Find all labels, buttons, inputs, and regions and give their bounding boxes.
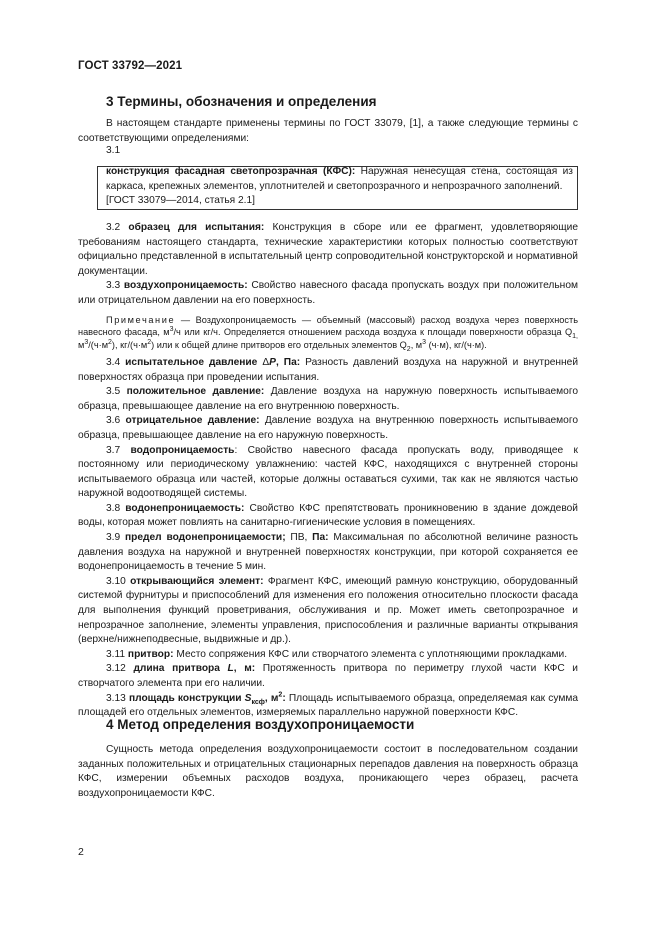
terms-list: [78, 221, 578, 721]
section-3-title: 3 Термины, обозначения и определения: [106, 94, 377, 109]
intro-paragraph: В настоящем стандарте применены термины по ГОСТ 33079, [1], а также следующие термины с соответствующими определениями:: [78, 118, 578, 144]
term-3-10: 3.10 открывающийся элемент: Фрагмент КФС, имеющий рамную конструкцию, оборудованный системой фурнитуры и приспособлений для изменения его положения относительно плоскости фасада для выполнения функций проветривания, обслуживания и пр. Может иметь светопрозрачное и непрозрачное заполнение, элементы управления, приспособления и различные варианты открывания (верхне/нижнеподвесные, выдвижные и др.).: [78, 575, 578, 646]
term-3-5: 3.5 положительное давление: Давление воздуха на наружную поверхность испытываемого образца, превышающее давление на его внутреннюю поверхность.: [78, 386, 578, 412]
term-3-1-term: конструкция фасадная светопрозрачная (КФС):: [106, 166, 356, 177]
term-3-1-definition: Наружная ненесущая стена, состоящая из каркаса, крепежных элементов, уплотнителей и светопрозрачного и непрозрачного заполнений.: [106, 166, 573, 192]
section-4-title: 4 Метод определения воздухопроницаемости: [106, 717, 415, 732]
term-3-7: 3.7 водопроницаемость: Свойство навесного фасада пропускать воду, приводящее к постоянному или периодическому увлажнению: частей КФС, находящихся с внутренней стороны испытываемого образца или частей, которые должны оставаться сухими, так как не являются частью наружной водоотводящей системы.: [78, 444, 578, 500]
section-3-intro: [78, 117, 578, 146]
term-3-3: 3.3 воздухопроницаемость: Свойство навесного фасада пропускать воздух при положительном или отрицательном давлении на его поверхность.: [78, 280, 578, 306]
page-number: 2: [78, 846, 84, 858]
term-3-2: 3.2 образец для испытания: Конструкция в сборе или ее фрагмент, удовлетворяющие требованиям настоящего стандарта, технические характеристики которых полностью соответствуют официально представленной в испытательный центр сопроводительной конструкторской и нормативной документации.: [78, 222, 579, 277]
term-3-1-number: 3.1: [106, 145, 121, 156]
term-3-11: 3.11 притвор: Место сопряжения КФС или створчатого элемента с уплотняющими прокладками.: [106, 648, 568, 660]
section-4-paragraph: Сущность метода определения воздухопроницаемости состоит в последовательном создании заданных положительных и отрицательных стационарных перепадов давления на поверхность образца КФС, измерении объемных расходов воздуха, проникающего через образец, расчета воздухопроницаемости КФС.: [78, 744, 578, 799]
note-paragraph: Примечание — Воздухопроницаемость — объемный (массовый) расход воздуха через поверхность навесного фасада, $м^3/ч$ или кг/ч. Определяется отношением расхода воздуха к площади поверхности образца $Q_{1,}$ $м^3/(ч\cdot м^2)$, $кг/(ч\cdot м^2)$ или к общей длине притворов его отдельных элементов $Q_2$, $м^3$ (ч·м), кг/(ч·м).: [78, 314, 578, 353]
section-4-body: [78, 743, 578, 801]
term-3-4: 3.4 испытательное давление ΔP, Па: Разность давлений воздуха на наружной и внутренней поверхностях образца при проведении испытания.: [78, 356, 579, 383]
term-3-8: 3.8 водонепроницаемость: Свойство КФС препятствовать проникновению в здание дождевой воды, которая может повлиять на санитарно-гигиенические условия в помещениях.: [78, 502, 578, 529]
term-3-13: 3.13 площадь конструкции $S_{ксф}$, $м^2$: Площадь испытываемого образца, определяемая как сумма площадей его отдельных элементов, измеряемых параллельно наружной поверхности КФС.: [78, 691, 578, 719]
term-3-6: 3.6 отрицательное давление: Давление воздуха на внутреннюю поверхность испытываемого образца, превышающее давление на его наружную поверхность.: [78, 415, 578, 441]
term-3-12: 3.12 длина притвора L, м: Протяженность притвора по периметру глухой части КФС и створчатого элемента при его наличии.: [78, 663, 578, 690]
term-3-1-reference: [ГОСТ 33079—2014, статья 2.1]: [106, 195, 256, 207]
document-header: ГОСТ 33792—2021: [78, 60, 183, 72]
term-3-9: 3.9 предел водонепроницаемости; ПВ, Па: Максимальная по абсолютной величине разность давления воздуха на наружной и внутренней поверхностях конструкции, при которой сохраняется ее водонепроницаемость в течение 5 мин.: [78, 532, 579, 573]
term-3-1: [106, 165, 573, 209]
